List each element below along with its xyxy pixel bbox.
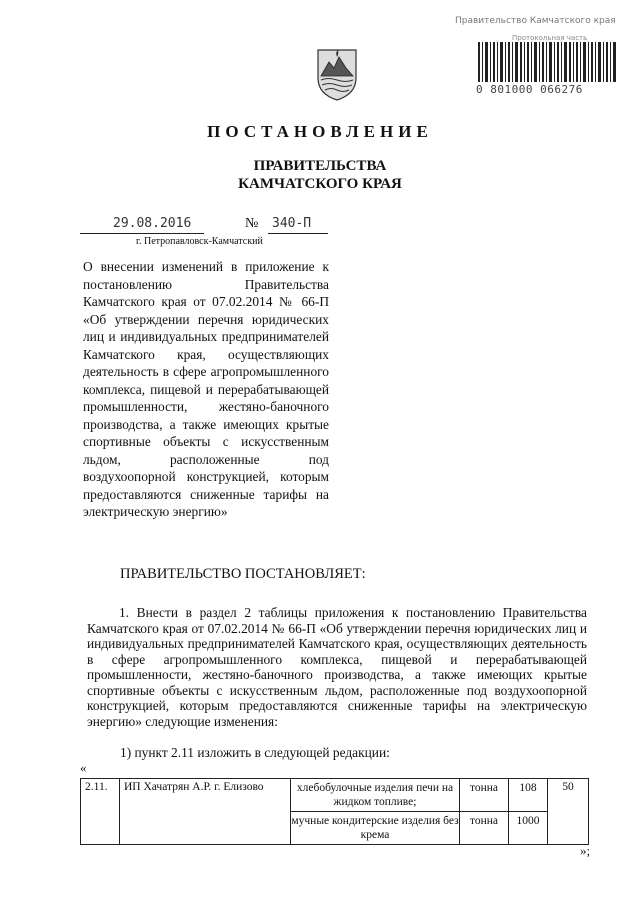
table-cell-name: ИП Хачатрян А.Р. г. Елизово xyxy=(120,779,291,845)
value-1: 108 xyxy=(519,782,537,794)
product-2: мучные кондитерские изделия без крема xyxy=(291,811,459,842)
table-cell-num: 2.11. xyxy=(81,779,120,845)
table-cell-percent: 50 xyxy=(548,779,589,845)
document-type-title: ПОСТАНОВЛЕНИЕ xyxy=(207,122,433,141)
document-number: 340-П xyxy=(272,216,312,231)
decree-heading: ПРАВИТЕЛЬСТВО ПОСТАНОВЛЯЕТ: xyxy=(120,566,366,582)
registry-stamp: Правительство Камчатского края xyxy=(455,16,616,26)
unit-1: тонна xyxy=(469,782,499,794)
issuer-line-1: ПРАВИТЕЛЬСТВА xyxy=(253,158,387,174)
document-subject: О внесении изменений в приложение к постановлению Правительства Камчатского края от 07.02.2014 № 66-П «Об утверждении перечня юридических лиц и индивидуальных предпринимателей Камчатского края, осуществляющих деятельность в сфере агропромышленного комплекса, пищевой и перерабатывающей промышленности, жестяно-баночного производства, а также имеющих крытые спортивные объекты с искусственным льдом, расположенные под воздухоопорной конструкцией, которым предоставляются сниженные тарифы на электрическую энергию» xyxy=(83,259,329,519)
table-cell-values xyxy=(509,779,548,845)
date-underline xyxy=(80,233,204,234)
paragraph-1: 1. Внести в раздел 2 таблицы приложения к постановлению Правительства Камчатского края от 07.02.2014 № 66-П «Об утверждении перечня юридических лиц и индивидуальных предпринимателей Камчатского края, осуществляющих деятельность в сфере агропромышленного комплекса, пищевой и перерабатывающей промышленности, жестяно-баночного производства, а также имеющих крытые спортивные объекты с искусственным льдом, расположенные под воздухоопорной конструкцией, которым предоставляются сниженные тарифы на электрическую энергию» следующие изменения: xyxy=(87,605,587,729)
subparagraph-1: 1) пункт 2.11 изложить в следующей редакции: xyxy=(120,745,390,760)
barcode-number: 0 801000 066276 xyxy=(476,83,583,96)
unit-2: тонна xyxy=(460,811,508,828)
table-row xyxy=(81,779,589,845)
document-date: 29.08.2016 xyxy=(113,216,192,231)
city-line: г. Петропавловск-Камчатский xyxy=(136,236,263,247)
number-label: № xyxy=(245,216,259,231)
kamchatka-coat-of-arms-icon xyxy=(316,48,358,102)
quote-open: « xyxy=(80,760,87,775)
value-2: 1000 xyxy=(509,811,547,828)
issuer-line-2: КАМЧАТСКОГО КРАЯ xyxy=(238,176,402,192)
amendment-table xyxy=(80,778,589,845)
product-1: хлебобулочные изделия печи на жидком топливе; xyxy=(296,782,454,808)
table-cell-products xyxy=(291,779,460,845)
number-underline xyxy=(268,233,328,234)
quote-close: »; xyxy=(580,843,591,858)
registry-stamp-sub: Протокольная часть xyxy=(512,34,588,42)
barcode-icon xyxy=(478,42,618,86)
table-cell-units xyxy=(460,779,509,845)
